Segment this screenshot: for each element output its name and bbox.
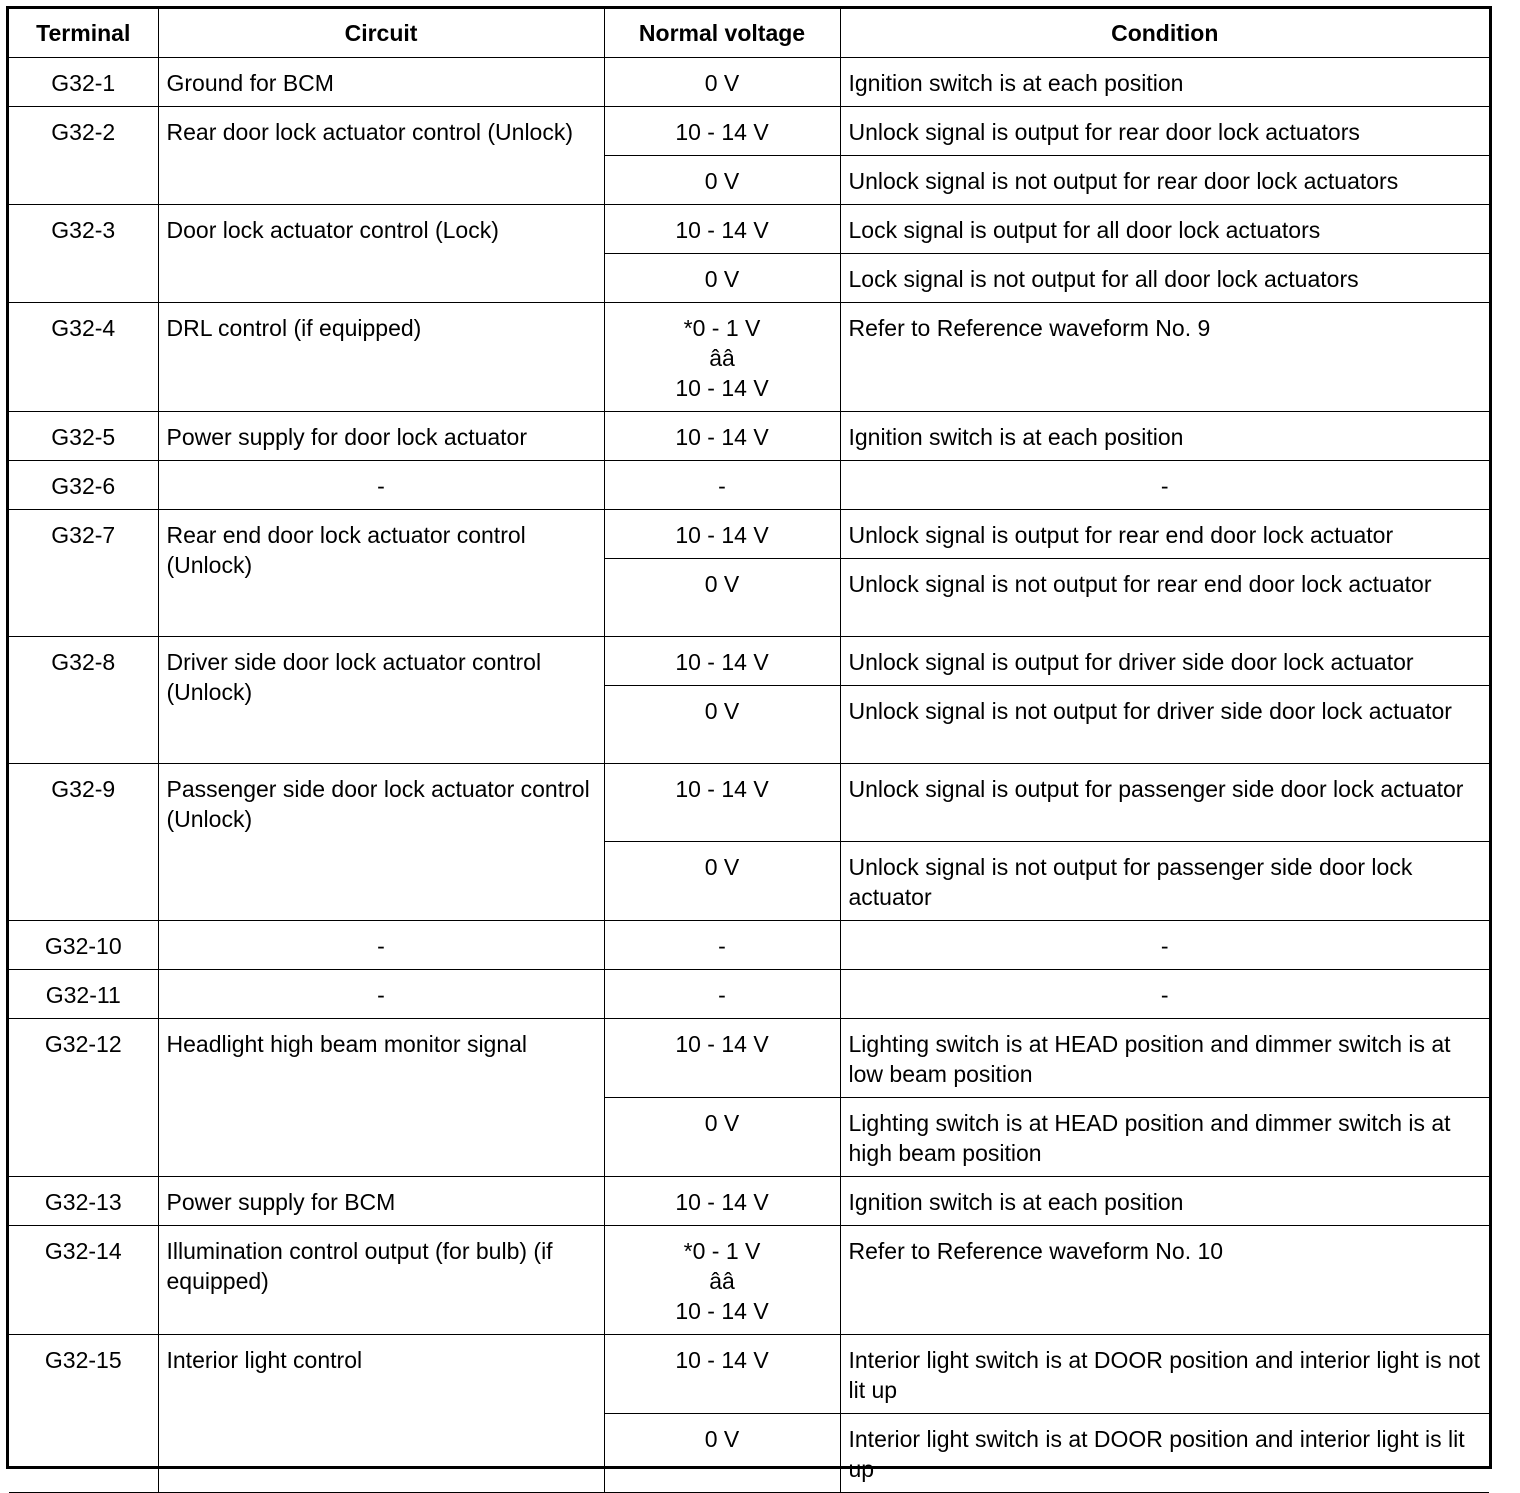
- voltage-cell: -: [604, 460, 840, 509]
- condition-cell: Unlock signal is output for rear end door lock actuator: [840, 509, 1489, 558]
- terminal-cell: G32-13: [9, 1176, 158, 1225]
- voltage-cell: 0 V: [604, 1413, 840, 1492]
- table-row: [9, 411, 1489, 460]
- condition-cell: Interior light switch is at DOOR position and interior light is lit up: [840, 1413, 1489, 1492]
- voltage-cell: 10 - 14 V: [604, 106, 840, 155]
- header-terminal: Terminal: [9, 9, 158, 57]
- condition-cell: Ignition switch is at each position: [840, 57, 1489, 106]
- circuit-cell: -: [158, 920, 604, 969]
- voltage-cell: 0 V: [604, 1097, 840, 1176]
- table-row: [9, 460, 1489, 509]
- condition-cell: Unlock signal is output for rear door lock actuators: [840, 106, 1489, 155]
- terminal-cell: G32-6: [9, 460, 158, 509]
- condition-cell: Unlock signal is not output for rear end door lock actuator: [840, 558, 1489, 636]
- voltage-cell: [604, 1225, 840, 1334]
- voltage-low: *0 - 1 V: [683, 1237, 761, 1264]
- condition-cell: Interior light switch is at DOOR position and interior light is not lit up: [840, 1334, 1489, 1413]
- voltage-cell: [604, 302, 840, 411]
- voltage-cell: 10 - 14 V: [604, 763, 840, 841]
- voltage-cell: 10 - 14 V: [604, 1334, 840, 1413]
- voltage-cell: -: [604, 920, 840, 969]
- condition-cell: Unlock signal is not output for driver side door lock actuator: [840, 685, 1489, 763]
- circuit-cell: Interior light control: [158, 1334, 604, 1492]
- circuit-cell: Power supply for BCM: [158, 1176, 604, 1225]
- voltage-transition: ââ: [709, 344, 735, 371]
- condition-cell: -: [840, 920, 1489, 969]
- circuit-cell: -: [158, 460, 604, 509]
- voltage-cell: 0 V: [604, 155, 840, 204]
- circuit-cell: Rear door lock actuator control (Unlock): [158, 106, 604, 204]
- terminal-table: [9, 9, 1489, 1493]
- table-row: [9, 1018, 1489, 1097]
- circuit-cell: Rear end door lock actuator control (Unlock): [158, 509, 604, 636]
- terminal-cell: G32-9: [9, 763, 158, 920]
- terminal-cell: G32-2: [9, 106, 158, 204]
- voltage-cell: 10 - 14 V: [604, 636, 840, 685]
- terminal-cell: G32-8: [9, 636, 158, 763]
- voltage-high: 10 - 14 V: [675, 1297, 769, 1324]
- voltage-cell: -: [604, 969, 840, 1018]
- table-row: [9, 763, 1489, 841]
- terminal-cell: G32-11: [9, 969, 158, 1018]
- circuit-cell: Passenger side door lock actuator control (Unlock): [158, 763, 604, 920]
- table-row: [9, 302, 1489, 411]
- circuit-cell: Illumination control output (for bulb) (if equipped): [158, 1225, 604, 1334]
- voltage-cell: 10 - 14 V: [604, 411, 840, 460]
- condition-cell: Unlock signal is output for passenger side door lock actuator: [840, 763, 1489, 841]
- terminal-cell: G32-5: [9, 411, 158, 460]
- condition-cell: Lock signal is not output for all door lock actuators: [840, 253, 1489, 302]
- header-circuit: Circuit: [158, 9, 604, 57]
- table-row: [9, 920, 1489, 969]
- voltage-cell: 0 V: [604, 841, 840, 920]
- circuit-cell: Ground for BCM: [158, 57, 604, 106]
- table-row: [9, 1334, 1489, 1413]
- terminal-cell: G32-1: [9, 57, 158, 106]
- voltage-cell: 0 V: [604, 57, 840, 106]
- terminal-cell: G32-12: [9, 1018, 158, 1176]
- voltage-cell: 10 - 14 V: [604, 509, 840, 558]
- table-row: [9, 1225, 1489, 1334]
- condition-cell: -: [840, 460, 1489, 509]
- condition-cell: Unlock signal is output for driver side door lock actuator: [840, 636, 1489, 685]
- voltage-cell: 10 - 14 V: [604, 1018, 840, 1097]
- circuit-cell: Driver side door lock actuator control (Unlock): [158, 636, 604, 763]
- table-header-row: [9, 9, 1489, 57]
- table-row: [9, 969, 1489, 1018]
- terminal-cell: G32-10: [9, 920, 158, 969]
- circuit-cell: -: [158, 969, 604, 1018]
- terminal-table-frame: [6, 6, 1492, 1482]
- voltage-cell: 10 - 14 V: [604, 1176, 840, 1225]
- header-condition: Condition: [840, 9, 1489, 57]
- condition-cell: Refer to Reference waveform No. 10: [840, 1225, 1489, 1334]
- terminal-cell: G32-15: [9, 1334, 158, 1492]
- condition-cell: Lighting switch is at HEAD position and dimmer switch is at low beam position: [840, 1018, 1489, 1097]
- voltage-cell: 10 - 14 V: [604, 204, 840, 253]
- circuit-cell: Door lock actuator control (Lock): [158, 204, 604, 302]
- circuit-cell: Power supply for door lock actuator: [158, 411, 604, 460]
- condition-cell: Ignition switch is at each position: [840, 411, 1489, 460]
- terminal-cell: G32-14: [9, 1225, 158, 1334]
- table-row: [9, 106, 1489, 155]
- voltage-transition: ââ: [709, 1267, 735, 1294]
- voltage-low: *0 - 1 V: [683, 314, 761, 341]
- voltage-cell: 0 V: [604, 558, 840, 636]
- condition-cell: Unlock signal is not output for passenger side door lock actuator: [840, 841, 1489, 920]
- condition-cell: -: [840, 969, 1489, 1018]
- voltage-cell: 0 V: [604, 685, 840, 763]
- header-voltage: Normal voltage: [604, 9, 840, 57]
- table-row: [9, 509, 1489, 558]
- condition-cell: Refer to Reference waveform No. 9: [840, 302, 1489, 411]
- table-row: [9, 1176, 1489, 1225]
- condition-cell: Ignition switch is at each position: [840, 1176, 1489, 1225]
- table-row: [9, 636, 1489, 685]
- voltage-cell: 0 V: [604, 253, 840, 302]
- table-row: [9, 204, 1489, 253]
- condition-cell: Lock signal is output for all door lock actuators: [840, 204, 1489, 253]
- condition-cell: Unlock signal is not output for rear door lock actuators: [840, 155, 1489, 204]
- condition-cell: Lighting switch is at HEAD position and dimmer switch is at high beam position: [840, 1097, 1489, 1176]
- terminal-cell: G32-4: [9, 302, 158, 411]
- circuit-cell: DRL control (if equipped): [158, 302, 604, 411]
- terminal-cell: G32-3: [9, 204, 158, 302]
- voltage-high: 10 - 14 V: [675, 374, 769, 401]
- circuit-cell: Headlight high beam monitor signal: [158, 1018, 604, 1176]
- terminal-cell: G32-7: [9, 509, 158, 636]
- table-row: [9, 57, 1489, 106]
